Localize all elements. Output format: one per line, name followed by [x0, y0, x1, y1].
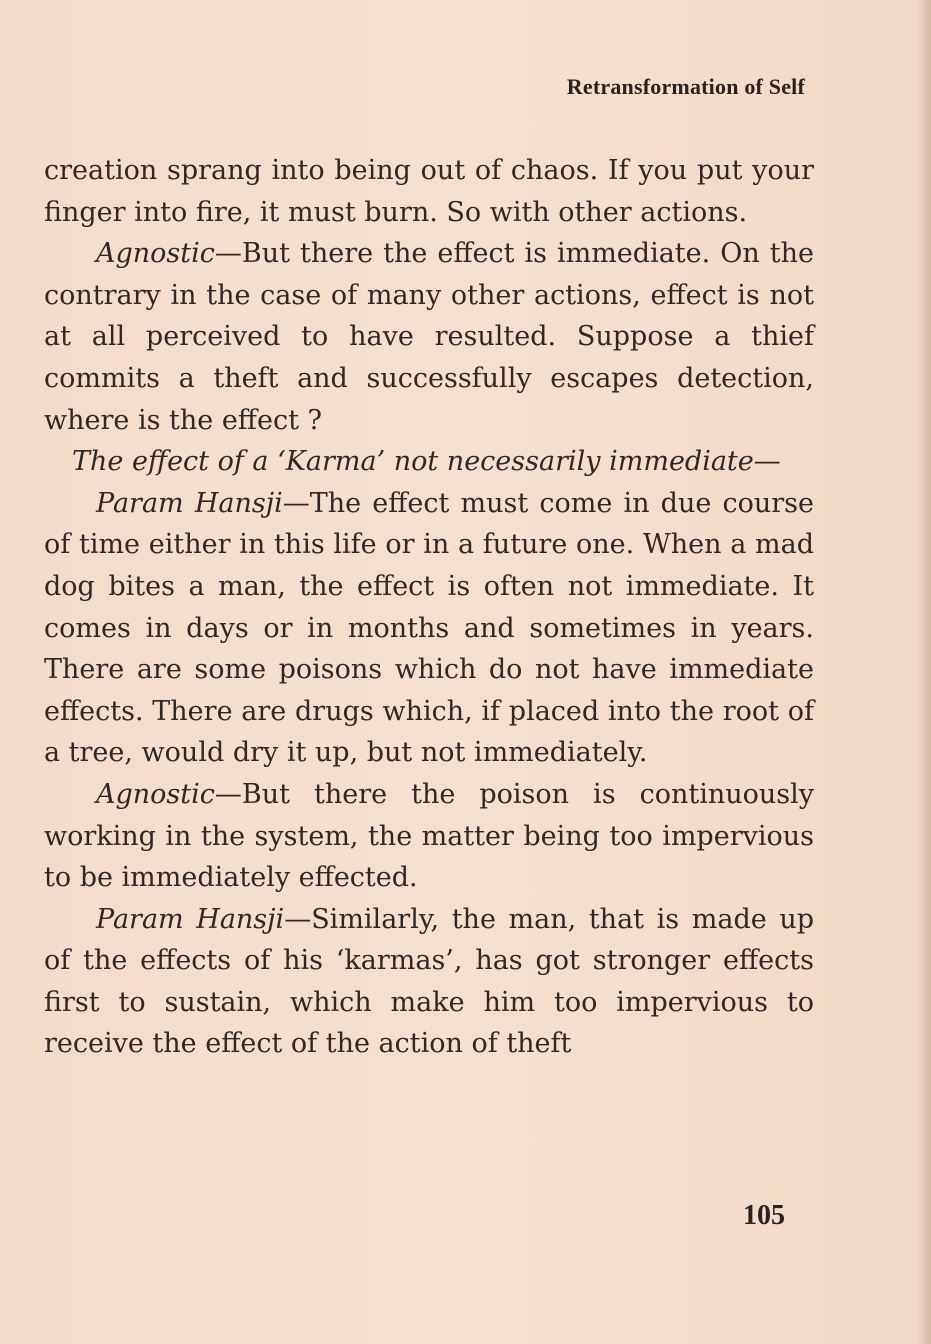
paragraph-text: —Similarly, the man, that is made up of the effects of his ‘karmas’, has got stronger effects first to sustain, which make him too impervious to receive the effect of the action of theft: [44, 903, 815, 1060]
paragraph-agnostic-1: [44, 233, 814, 441]
paragraph-text: —The effect must come in due course of time either in this life or in a future one. When a mad dog bites a man, the effect is often not immediate. It comes in days or in months and sometimes in years. There are some poisons which do not have immediate effects. There are drugs which, if placed into the root of a tree, would dry it up, but not immediately.: [44, 487, 814, 769]
page-number: 105: [743, 1200, 785, 1231]
speaker-name: Param Hansji: [96, 487, 283, 519]
paragraph-agnostic-2: [44, 774, 814, 899]
section-heading: The effect of a ‘Karma’ not necessarily immediate—: [72, 446, 781, 478]
paragraph-text: —But there the poison is continuously working in the system, the matter being too impervious to be immediately effected.: [44, 778, 814, 894]
speaker-name: Agnostic: [96, 238, 215, 270]
paragraph-text: —But there the effect is immediate. On the contrary in the case of many other actions, effect is not at all perceived to have resulted. Suppose a thief commits a theft and successfully escapes detection, where is the effect ?: [44, 238, 814, 436]
paragraph-continuation: [44, 150, 814, 233]
paragraph-text: creation sprang into being out of chaos. If you put your finger into fire, it must burn. So with other actions.: [44, 155, 814, 228]
running-head: Retransformation of Self: [566, 74, 805, 99]
paragraph-param-hansji-2: [44, 899, 814, 1065]
paragraph-param-hansji-1: [44, 483, 814, 774]
speaker-name: Agnostic: [96, 778, 215, 810]
body-text: [44, 150, 814, 1065]
speaker-name: Param Hansji: [96, 903, 285, 935]
page-edge-shadow: [917, 0, 931, 1344]
